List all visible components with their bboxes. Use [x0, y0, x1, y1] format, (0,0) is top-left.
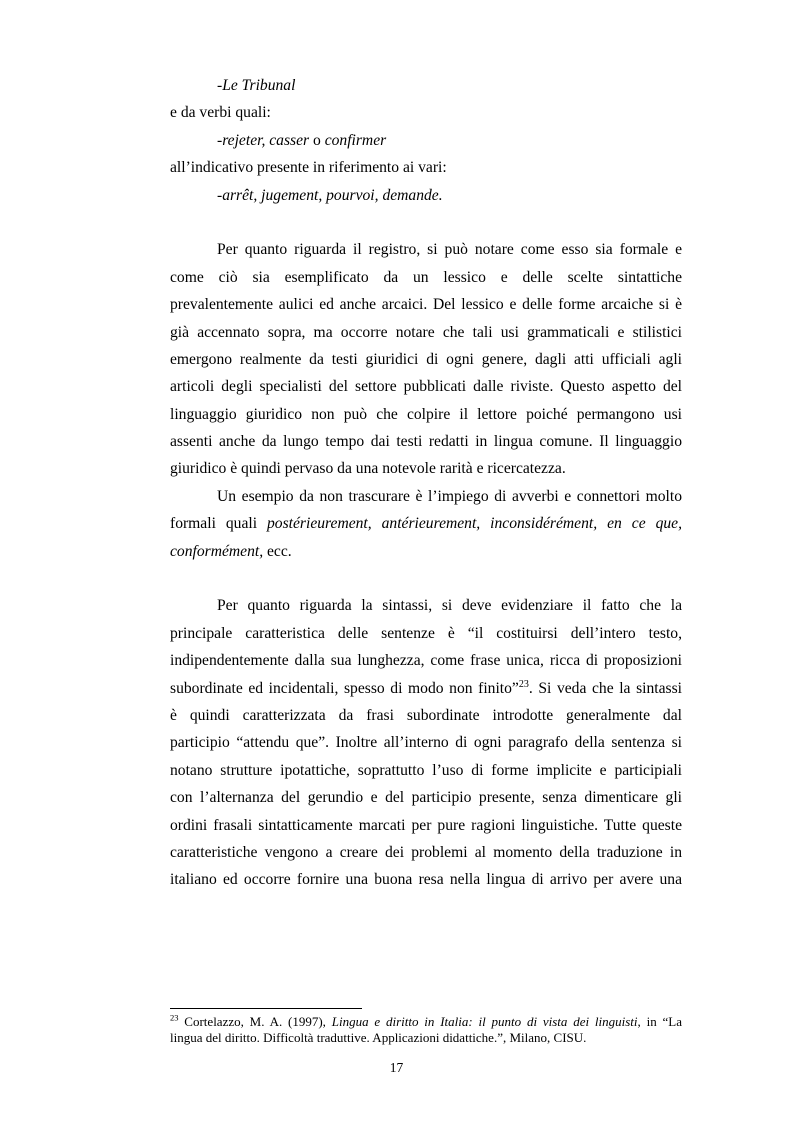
text-line: emergono realmente da testi giuridici di ogni genere, dagli atti ufficiali agli	[170, 350, 682, 368]
paragraph-syntax	[170, 592, 682, 893]
list-item: -rejeter, casser o confirmer	[217, 131, 387, 149]
text-line: articoli degli specialisti del settore pubblicati dalle riviste. Questo aspetto del	[170, 378, 682, 396]
text-line: indipendentemente dalla sua lunghezza, come frase unica, ricca di proposizioni	[170, 652, 682, 670]
text-line: italiano ed occorre fornire una buona resa nella lingua di arrivo per avere una	[170, 871, 682, 889]
text-line: è quindi caratterizzata da frasi subordinate introdotte generalmente dal	[170, 706, 682, 724]
text-line: prevalentemente aulici ed anche arcaici. Del lessico e delle forme arcaiche si è	[170, 296, 682, 314]
paragraph-gap	[170, 209, 682, 236]
page-number: 17	[389, 1060, 404, 1075]
text-line: Per quanto riguarda la sintassi, si deve evidenziare il fatto che la	[217, 597, 682, 615]
text-line: linguaggio giuridico non può che colpire il lettore poiché permangono usi	[170, 405, 682, 423]
text-line: giuridico è quindi pervaso da una notevole rarità e ricercatezza.	[170, 460, 566, 478]
text-line: conformément, ecc.	[170, 542, 292, 560]
text-line: notano strutture ipotattiche, soprattutto l’uso di forme implicite e participiali	[170, 761, 682, 779]
text-line: con l’alternanza del gerundio e del participio presente, senza dimenticare gli	[170, 789, 682, 807]
text-line: già accennato sopra, ma occorre notare che tali usi grammaticali e stilistici	[170, 323, 682, 341]
text-line: come ciò sia esemplificato da un lessico e delle scelte sintattiche	[170, 268, 682, 286]
text-line: e da verbi quali:	[170, 104, 271, 122]
paragraph-adverbs	[170, 483, 682, 565]
footnote-divider	[170, 1008, 362, 1009]
text-line: principale caratteristica delle sentenze è “il costituirsi dell’intero testo,	[170, 624, 682, 642]
list-item: -Le Tribunal	[217, 77, 296, 94]
footnote-number: 23	[170, 1012, 179, 1023]
text-line: all’indicativo presente in riferimento ai vari:	[170, 159, 447, 177]
footnote-line: lingua del diritto. Difficoltà traduttive. Applicazioni didattiche.”, Milano, CISU.	[170, 1030, 587, 1045]
list-item: -arrêt, jugement, pourvoi, demande.	[217, 186, 443, 204]
text-line: caratteristiche vengono a creare dei problemi al momento della traduzione in	[170, 843, 682, 861]
footnote	[170, 1014, 682, 1046]
text-line: assenti anche da lungo tempo dai testi redatti in lingua comune. Il linguaggio	[170, 433, 682, 451]
page-body	[170, 72, 682, 894]
text-line: ordini frasali sintatticamente marcati per pure ragioni linguistiche. Tutte queste	[170, 816, 682, 834]
text-line: subordinate ed incidentali, spesso di modo non finito”$^{23}$. Si veda che la sintassi	[170, 678, 682, 697]
text-line: participio “attendu que”. Inoltre all’interno di ogni paragrafo della sentenza si	[170, 734, 682, 752]
paragraph-register	[170, 236, 682, 483]
text-line: formali quali postérieurement, antérieurement, inconsidérément, en ce que,	[170, 515, 682, 533]
footnote-reference[interactable]: 23	[518, 678, 529, 690]
paragraph-gap	[170, 565, 682, 592]
text-line: Un esempio da non trascurare è l’impiego di avverbi e connettori molto	[217, 487, 682, 505]
text-line: Per quanto riguarda il registro, si può notare come esso sia formale e	[217, 241, 682, 259]
footnote-line: $^{23}$ Cortelazzo, M. A. (1997), Lingua e diritto in Italia: il punto di vista dei linguisti, in “La	[170, 1012, 682, 1029]
